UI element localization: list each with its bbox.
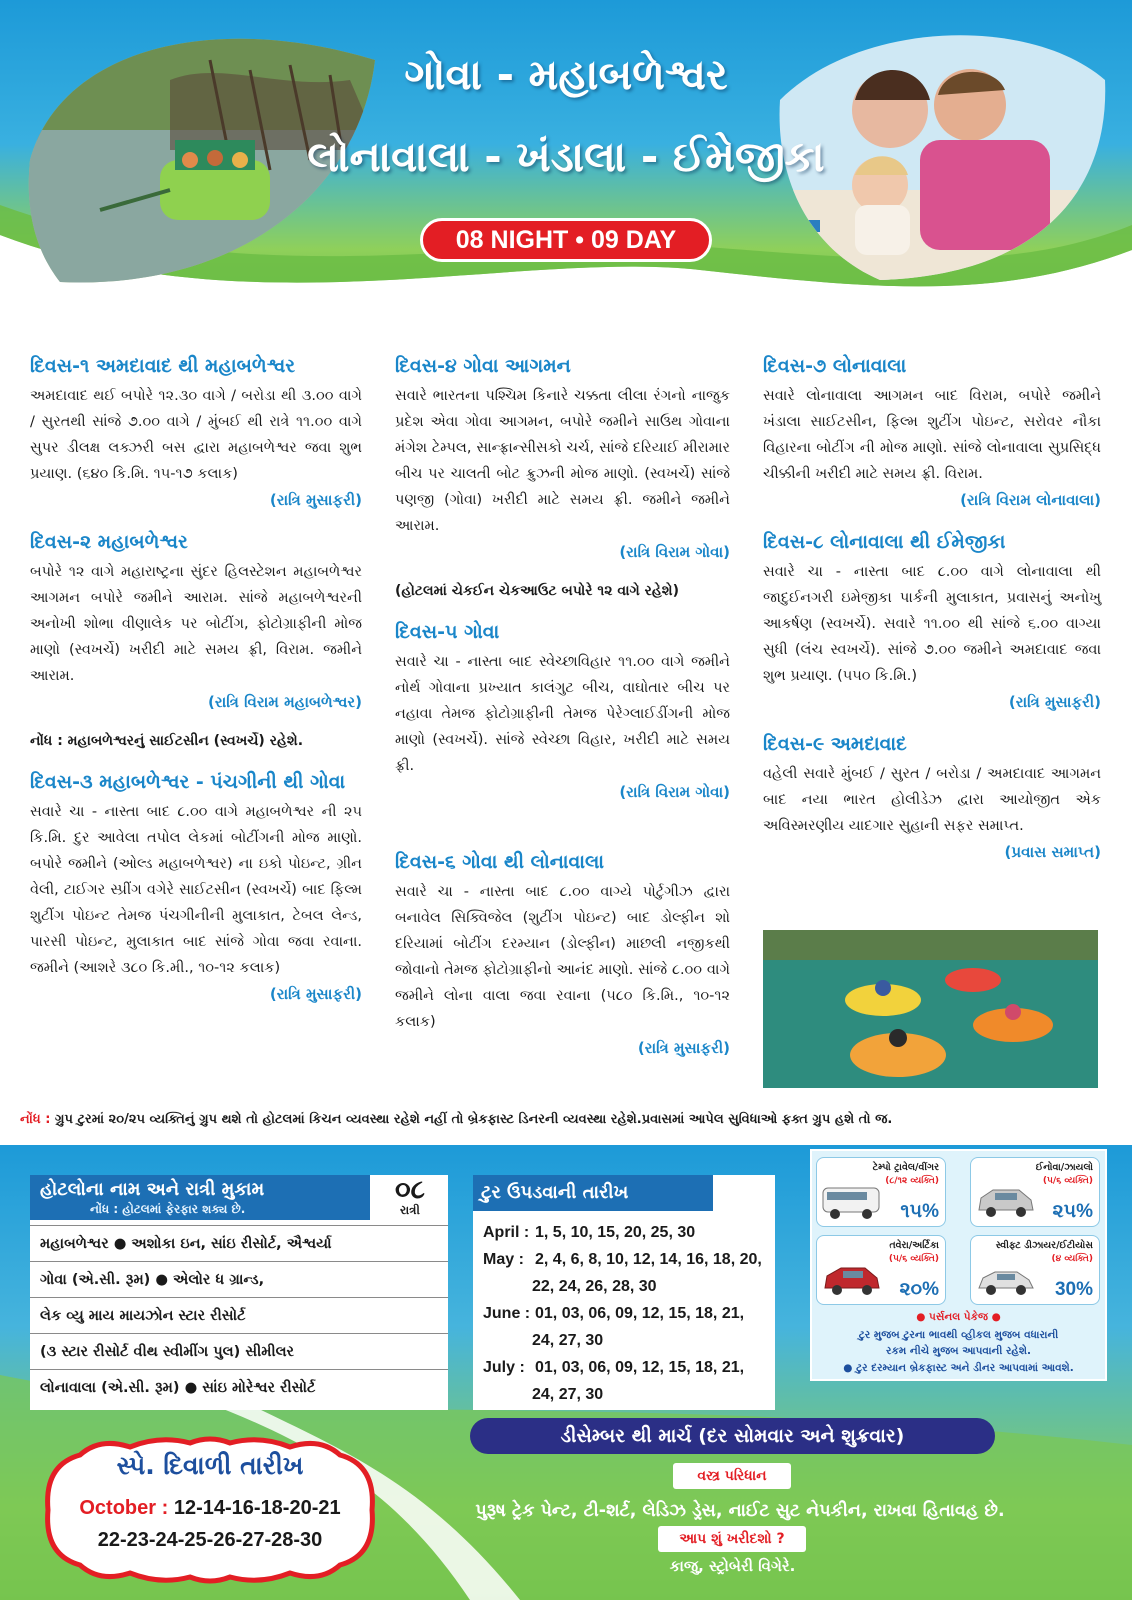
hotel-row: મહાબળેશ્વર ● અશોકા ઇન, સાંઇ રીસોર્ટ, ઐશ્વર્યા — [30, 1225, 448, 1261]
vehicle-percent: ૨૫% — [1052, 1201, 1093, 1222]
footer-banner — [0, 1145, 1132, 1600]
day-9-end-tag: (પ્રવાસ સમાપ્ત) — [1004, 843, 1101, 861]
footnote-text: ગ્રુપ ટુરમાં ૨૦/૨૫ વ્યક્તિનું ગ્રુપ થશે તો હોટલમાં કિચન વ્યવસ્થા રહેશે નહીં તો બ્રેકફાસ્ટ ડિનરની વ્યવસ્થા રહેશે.પ્રવાસમાં આપેલ સુવિધાઓ ફક્ત ગ્રુપ હશે તો જ. — [55, 1112, 893, 1127]
date-row-july — [483, 1354, 773, 1381]
date-row-may-cont: 22, 24, 26, 28, 30 — [532, 1278, 657, 1295]
day-9-section — [763, 733, 1101, 865]
vehicle-note-line1: ટુર મુજબ ટુરના ભાવથી વ્હીકલ મુજબ વધારાની — [858, 1329, 1059, 1341]
day-1-overnight-tag: (રાત્રિ મુસાફરી) — [269, 491, 362, 509]
mpv-icon — [821, 1260, 883, 1300]
date-row-june-cont: 24, 27, 30 — [532, 1332, 604, 1349]
diwali-dates-first: 12-14-16-18-20-21 — [173, 1497, 341, 1519]
month-label: July : — [483, 1359, 525, 1376]
day-1-section — [30, 355, 362, 513]
day-6-section — [395, 851, 730, 1061]
vehicle-percent: ૧૫% — [900, 1201, 939, 1222]
day-6-overnight-tag: (રાત્રિ મુસાફરી) — [637, 1039, 730, 1057]
day-8-title: દિવસ-૮ લોનાવાલા થી ઈમેજીકા — [763, 531, 1006, 553]
vehicle-card-tempo — [816, 1157, 946, 1227]
dress-code-text: પુરૂષ ટ્રેક પેન્ટ, ટી-શર્ટ, લેડિઝ ડ્રેસ, નાઈટ સુટ નેપકીન, રાખવા હિતાવહ છે. — [475, 1501, 1005, 1521]
day-7-title: દિવસ-૭ લોનાવાલા — [763, 355, 907, 377]
vehicle-surcharge-panel — [810, 1149, 1107, 1381]
diwali-month-label: October : — [79, 1497, 169, 1519]
day-2-title: દિવસ-૨ મહાબળેશ્વર — [30, 531, 188, 553]
day-5-description: સવારે ચા - નાસ્તા બાદ સ્વેચ્છાવિહાર ૧૧.૦૦ વાગે જમીને નોર્થ ગોવાના પ્રખ્યાત કાલંગુટ બીચ, વાઘોતાર બીચ પર નહાવા તેમજ ફોટોગ્રાફીની તેમજ પેરેગ્લાઈડીંગની મોજ માણો (સ્વખર્ચે). સાંજે સ્વેચ્છા વિહાર, ખરીદી માટે સમય ફ્રી. — [395, 654, 730, 774]
duration-badge: 08 NIGHT • 09 DAY — [420, 218, 712, 262]
day-3-description: સવારે ચા - નાસ્તા બાદ ૮.૦૦ વાગે મહાબળેશ્વર ની ૨૫ કિ.મિ. દુર આવેલા તપોલ લેકમાં બોટીંગની મોજ માણો. બપોરે જમીને (ઓલ્ડ મહાબળેશ્વર) ના ઇકો પોઇન્ટ, ગ્રીન વેલી, ટાઈગર સ્પ્રીંગ વગેરે સાઈટસીન (સ્વખર્ચે) બાદ ફિલ્મ શુટીંગ પોઇન્ટ તેમજ પંચગીનીની મુલાકાત, ટેબલ લેન્ડ, પારસી પોઇન્ટ, મુલાકાત બાદ સાંજે ગોવા જવા રવાના. જમીને (આશરે ૩૮૦ કિ.મી., ૧૦-૧૨ કલાક) — [30, 804, 362, 976]
nights-label: રાત્રી — [400, 1203, 420, 1217]
group-tour-footnote — [20, 1112, 1120, 1127]
day-2-description: બપોરે ૧૨ વાગે મહારાષ્ટ્રના સુંદર હિલસ્ટેશન મહાબળેશ્વર આગમન બપોરે જમીને આરામ. સાંજે મહાબળેશ્વરની અનોખી શોભા વીણાલેક પર બોટીંગ, ફોટોગ્રાફીની મોજ માણો (સ્વખર્ચે) ખરીદી માટે સમય ફ્રી, વિરામ. જમીને આરામ. — [30, 564, 362, 684]
vehicle-note-line3: ● ટુર દરમ્યાન બ્રેકફાસ્ટ અને ડીનર આપવામાં આવશે. — [843, 1362, 1074, 1374]
vehicle-name: તવેરા/અર્ટિકા — [889, 1240, 939, 1251]
day-4-overnight-tag: (રાત્રિ વિરામ ગોવા) — [619, 543, 730, 561]
vehicle-card-innova — [970, 1157, 1100, 1227]
diwali-dates-line1 — [40, 1497, 380, 1520]
date-row-may — [483, 1246, 773, 1273]
hotel-row: (૩ સ્ટાર રીસોર્ટ વીથ સ્વીમીંગ પુલ) સીમીલર — [30, 1333, 448, 1369]
vehicle-card-swift — [970, 1235, 1100, 1305]
month-dates: 01, 03, 06, 09, 12, 15, 18, 21, — [535, 1305, 745, 1322]
vehicle-card-tavera — [816, 1235, 946, 1305]
winter-schedule-banner: ડીસેમ્બર થી માર્ચ (દર સોમવાર અને શુક્રવાર) — [470, 1418, 995, 1454]
hotels-title: હોટલોના નામ અને રાત્રી મુકામ — [40, 1179, 265, 1200]
vehicle-capacity: (૫/૬ વ્યક્તિ) — [888, 1254, 939, 1264]
vehicle-capacity: (૮/૧૨ વ્યક્તિ) — [885, 1176, 939, 1186]
sedan-icon — [975, 1260, 1037, 1300]
departure-dates-box — [473, 1175, 775, 1410]
shopping-text: કાજુ, સ્ટ્રોબેરી વિગેરે. — [669, 1557, 796, 1575]
van-icon — [821, 1182, 883, 1222]
header-banner — [0, 0, 1132, 320]
day-1-description: અમદાવાદ થઈ બપોરે ૧૨.૩૦ વાગે / બરોડા થી ૩.૦૦ વાગે / સુરતથી સાંજે ૭.૦૦ વાગે / મુંબઈ થી રાત્રે ૧૧.૦૦ વાગે સુપર ડીલક્ષ લક્ઝરી બસ દ્વારા મહાબળેશ્વર જવા શુભ પ્રયાણ. (૬૪૦ કિ.મિ. ૧૫-૧૭ કલાક) — [30, 388, 362, 482]
day-5-overnight-tag: (રાત્રિ વિરામ ગોવા) — [619, 783, 730, 801]
month-dates: 01, 03, 06, 09, 12, 15, 18, 21, — [535, 1359, 745, 1376]
date-row-june — [483, 1300, 773, 1327]
month-dates: 2, 4, 6, 8, 10, 12, 14, 16, 18, 20, — [535, 1251, 762, 1268]
vehicle-name: સ્વીફ્ટ ડીઝાયર/ઈટીયોસ — [995, 1240, 1093, 1251]
vehicle-capacity: (૫/૬ વ્યક્તિ) — [1042, 1176, 1093, 1186]
day-3-section — [30, 771, 362, 1007]
footnote-label: નોંધ : — [20, 1112, 51, 1127]
hotel-row: લોનાવાલા (એ.સી. રૂમ) ● સાંઇ મોરેશ્વર રીસોર્ટ — [30, 1369, 448, 1405]
diwali-dates-line2: 22-23-24-25-26-27-28-30 — [97, 1529, 323, 1551]
dress-code-tag: વસ્ત્ર પરિધાન — [673, 1463, 791, 1489]
shopping-tag: આપ શું ખરીદશો ? — [658, 1526, 806, 1552]
day-9-title: દિવસ-૯ અમદાવાદ — [763, 733, 907, 755]
day-3-title: દિવસ-૩ મહાબળેશ્વર - પંચગીની થી ગોવા — [30, 771, 346, 793]
personal-package-label: ● પર્સનલ પેકેજ ● — [916, 1311, 1001, 1323]
diwali-dates-badge — [40, 1435, 380, 1585]
itinerary-column-1 — [30, 355, 362, 1025]
vehicle-note-line2: રકમ નીચે મુજબ આપવાની રહેશે. — [886, 1345, 1031, 1357]
month-label: May : — [483, 1251, 524, 1268]
tour-title-line1: ગોવા - મહાબળેશ્વર — [404, 50, 728, 99]
vehicle-percent: 30% — [1054, 1279, 1093, 1300]
hotels-change-note: નોંધ : હોટલમાં ફેરફાર શક્ય છે. — [90, 1202, 246, 1216]
vehicle-percent: ૨૦% — [899, 1279, 939, 1300]
hotel-checkin-note: (હોટલમાં ચેકઈન ચેકઆઉટ બપોરે ૧૨ વાગે રહેશે) — [395, 583, 679, 599]
hotel-row: ગોવા (એ.સી. રૂમ) ● એલોર ધ ગ્રાન્ડ, — [30, 1261, 448, 1297]
date-row-july-cont: 24, 27, 30 — [532, 1386, 604, 1403]
day-5-title: દિવસ-૫ ગોવા — [395, 621, 500, 643]
hotels-table — [30, 1175, 448, 1410]
column-spacer — [395, 823, 730, 851]
day-5-section — [395, 621, 730, 805]
day-3-overnight-tag: (રાત્રિ મુસાફરી) — [269, 985, 362, 1003]
diwali-title: સ્પે. દિવાળી તારીખ — [116, 1451, 304, 1480]
day-4-section — [395, 355, 730, 565]
day-7-section — [763, 355, 1101, 513]
bumper-boats-photo — [763, 930, 1098, 1088]
day-7-overnight-tag: (રાત્રિ વિરામ લોનાવાલા) — [960, 491, 1101, 509]
suv-icon — [975, 1182, 1037, 1222]
day-4-description: સવારે ભારતના પશ્ચિમ કિનારે ચક્કતા લીલા રંગનો નાજુક પ્રદેશ એવા ગોવા આગમન, બપોરે જમીને સાઉથ ગોવાના મંગેશ ટેમ્પલ, સાન્ફ્રાન્સીસકો ચર્ચ, સાંજે દરિયાઈ મીરામાર બીચ પર ચાલતી બોટ ક્રુઝની મોજ માણો. (સ્વખર્ચે) સાંજે પણજી (ગોવા) ખરીદી માટે સમય ફ્રી. જમીને જમીને આરામ. — [395, 388, 730, 534]
day-6-description: સવારે ચા - નાસ્તા બાદ ૮.૦૦ વાગ્યે પોર્ટુગીઝ દ્વારા બનાવેલ સિક્વિજેલ (શુટીંગ પોઇન્ટ) બાદ ડોલ્ફીન શો દરિયામાં બોટીંગ દરમ્યાન (ડોલ્ફીન) માછલી નજીકથી જોવાનો તેમજ ફોટોગ્રાફીનો આનંદ માણો. સાંજે ૮.૦૦ વાગે જમીને લોના વાલા જવા રવાના (૫૮૦ કિ.મિ., ૧૦-૧૨ કલાક) — [395, 884, 730, 1030]
itinerary-column-2 — [395, 355, 730, 1079]
nights-count-badge — [375, 1177, 445, 1218]
day-8-description: સવારે ચા - નાસ્તા બાદ ૮.૦૦ વાગે લોનાવાલા થી જાદુઈનગરી ઇમેજીકા પાર્કની મુલાકાત, પ્રવાસનું અનોખુ આકર્ષણ (સ્વખર્ચે). સવારે ૧૧.૦૦ થી સાંજે ૬.૦૦ વાગ્યા સુધી (લંચ સ્વખર્ચે). સાંજે ૭.૦૦ જમીને અમદાવાદ જવા શુભ પ્રયાણ. (૫૫૦ કિ.મિ.) — [763, 564, 1101, 684]
day-8-overnight-tag: (રાત્રિ મુસાફરી) — [1008, 693, 1101, 711]
day-7-description: સવારે લોનાવાલા આગમન બાદ વિરામ, બપોરે જમીને ખંડાલા સાઈટસીન, ફિલ્મ શુટીંગ પોઇન્ટ, સરોવર નૌકા વિહારના બોટીંગ ની મોજ માણો. સાંજે લોનાવાલા સુપ્રસિદ્ધ ચીક્કીની ખરીદી માટે સમય ફ્રી. વિરામ. — [763, 388, 1101, 482]
day-6-title: દિવસ-૬ ગોવા થી લોનાવાલા — [395, 851, 605, 873]
day-2-section — [30, 531, 362, 715]
vehicle-capacity: (૪ વ્યક્તિ) — [1051, 1254, 1093, 1264]
vehicle-name: ઈનોવા/ઝાયલો — [1035, 1162, 1093, 1173]
departure-dates-title: ટુર ઉપડવાની તારીખ — [473, 1175, 713, 1211]
itinerary-column-3 — [763, 355, 1101, 883]
month-label: June : — [483, 1305, 531, 1322]
vehicle-name: ટેમ્પો ટ્રાવેલ/વીંગર — [872, 1162, 939, 1173]
month-dates: 1, 5, 10, 15, 20, 25, 30 — [535, 1224, 696, 1241]
day-8-section — [763, 531, 1101, 715]
month-label: April : — [483, 1224, 530, 1241]
mahabaleshwar-note: નોંધ : મહાબળેશ્વરનું સાઈટસીન (સ્વખર્ચે) રહેશે. — [30, 733, 304, 749]
day-4-title: દિવસ-૪ ગોવા આગમન — [395, 355, 571, 377]
tour-title-line2: લોનાવાલા - ખંડાલા - ઈમેજીકા — [307, 132, 825, 181]
day-1-title: દિવસ-૧ અમદાવાદ થી મહાબળેશ્વર — [30, 355, 296, 377]
hotels-header — [30, 1175, 370, 1220]
day-2-overnight-tag: (રાત્રિ વિરામ મહાબળેશ્વર) — [207, 693, 362, 711]
nights-number: ૦૮ — [395, 1175, 425, 1205]
hotel-row: લેક વ્યુ માય માયઝોન સ્ટાર રીસોર્ટ — [30, 1297, 448, 1333]
day-9-description: વહેલી સવારે મુંબઈ / સુરત / બરોડા / અમદાવાદ આગમન બાદ નયા ભારત હોલીડેઝ દ્વારા આયોજીત એક અવિસ્મરણીય યાદગાર સુહાની સફર સમાપ્ત. — [763, 766, 1101, 834]
date-row-april — [483, 1219, 773, 1246]
